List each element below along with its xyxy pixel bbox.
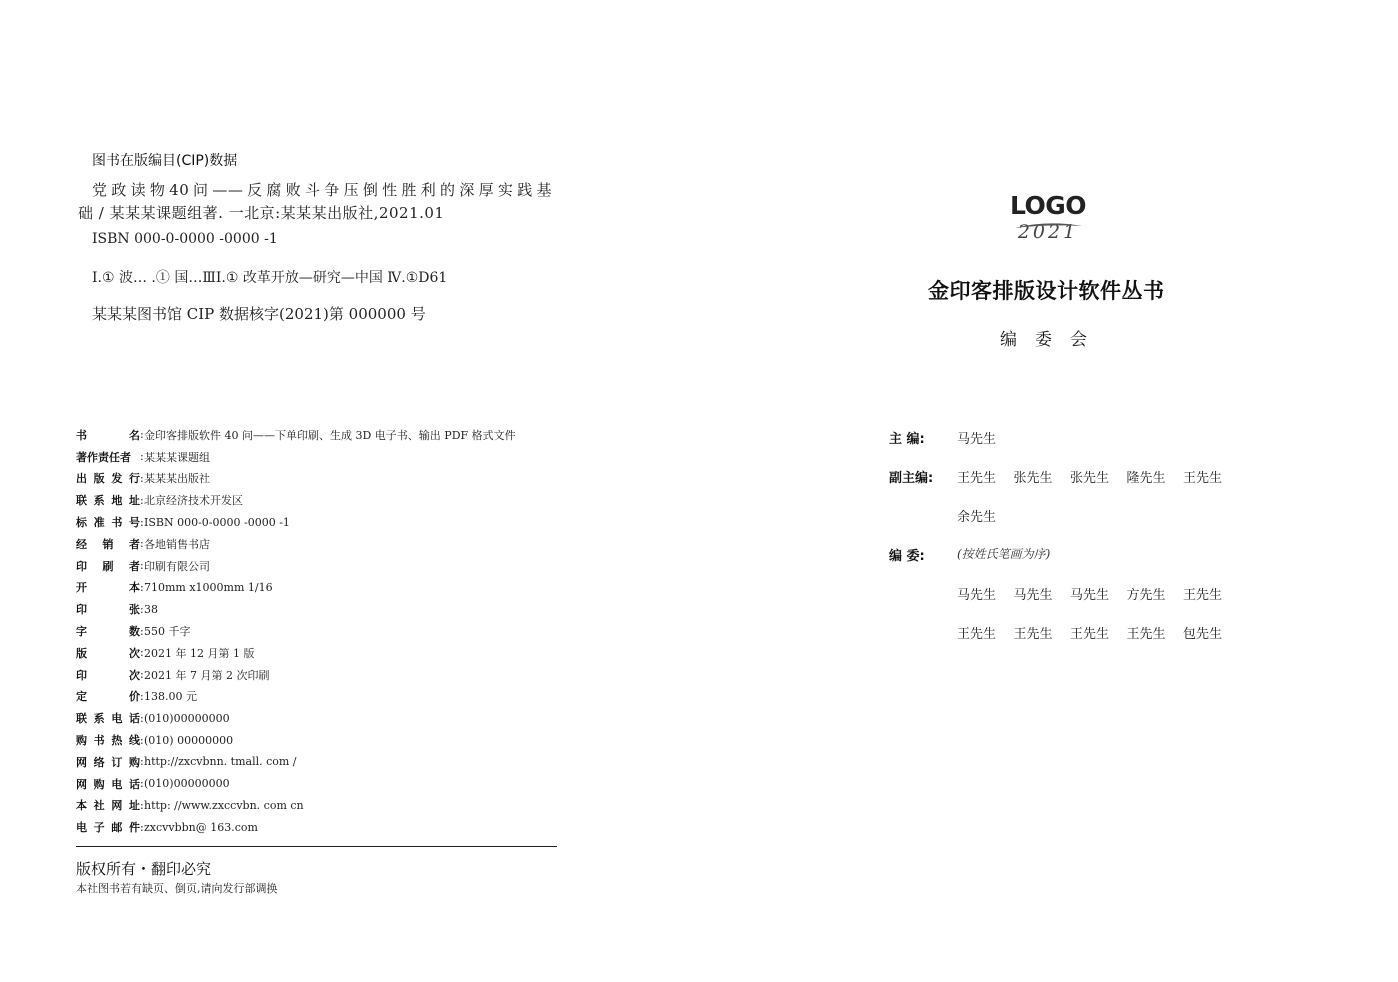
- colophon-row: [76, 468, 576, 490]
- colophon-key: [76, 427, 140, 443]
- chief-editor-label: 主 编:: [889, 432, 925, 447]
- colophon-key-char: 网: [111, 799, 123, 813]
- colophon-separator: :: [140, 471, 144, 485]
- colophon-key-char: 购: [128, 755, 140, 769]
- committee-member-name: 王先生: [1183, 471, 1223, 486]
- colophon-key-char: 经: [76, 537, 87, 551]
- colophon-key-char: 印: [76, 603, 87, 617]
- colophon-value: 某某某出版社: [144, 472, 210, 486]
- cip-line-1: 党政读物40问——反腐败斗争压倒性胜利的深厚实践基: [92, 181, 552, 199]
- deputy-editor-names-row-1: [957, 467, 1240, 486]
- committee-member-name: 隆先生: [1126, 471, 1166, 486]
- colophon-key: [76, 797, 140, 813]
- cip-classification: I.① 波… .① 国…ⅢI.① 改革开放—研究—中国 Ⅳ.①D61: [92, 270, 448, 286]
- committee-member-name: 张先生: [1013, 471, 1053, 486]
- colophon-key: [76, 710, 140, 726]
- colophon-key-char: 准: [93, 516, 105, 530]
- colophon-separator: :: [140, 755, 144, 769]
- colophon-row: [76, 620, 576, 642]
- rights-notice: 版权所有・翻印必究: [76, 860, 212, 878]
- colophon-table: [76, 424, 576, 838]
- colophon-separator: :: [140, 580, 144, 594]
- colophon-value: 550 千字: [144, 625, 191, 639]
- colophon-separator: :: [140, 515, 144, 529]
- committee-heading: 编委会: [1000, 330, 1105, 350]
- rights-note: 本社图书若有缺页、倒页,请向发行部调换: [76, 882, 278, 895]
- colophon-value: 金印客排版软件 40 问——下单印刷、生成 3D 电子书、输出 PDF 格式文件: [144, 428, 516, 442]
- colophon-value: (010)00000000: [144, 711, 230, 725]
- colophon-row: [76, 489, 576, 511]
- cip-book-description: [78, 179, 552, 225]
- colophon-separator: :: [140, 711, 144, 725]
- colophon-key-char: 张: [129, 603, 140, 617]
- colophon-separator: :: [140, 733, 144, 747]
- member-names-row-2: [957, 623, 1240, 642]
- colophon-key: [76, 667, 140, 683]
- colophon-separator: :: [140, 493, 144, 507]
- colophon-value: 2021 年 7 月第 2 次印刷: [144, 668, 270, 682]
- colophon-key-char: 次: [129, 646, 140, 660]
- committee-member-name: 马先生: [957, 588, 997, 603]
- colophon-row: [76, 511, 576, 533]
- committee-member-name: 包先生: [1183, 627, 1223, 642]
- colophon-key: [76, 819, 140, 835]
- series-title: 金印客排版设计软件丛书: [928, 278, 1165, 303]
- committee-member-name: 王先生: [957, 627, 997, 642]
- committee-member-name: 王先生: [1013, 627, 1053, 642]
- colophon-key-char: 系: [93, 494, 105, 508]
- committee-member-name: 方先生: [1126, 588, 1166, 603]
- colophon-key-char: 次: [129, 668, 140, 682]
- colophon-separator: :: [140, 668, 144, 682]
- colophon-separator: :: [140, 798, 144, 812]
- colophon-key-char: 出: [76, 472, 87, 486]
- colophon-value: 38: [144, 602, 158, 616]
- colophon-row: [76, 773, 576, 795]
- colophon-key-char: 著作责任者: [76, 450, 131, 464]
- colophon-key-char: 子: [93, 821, 105, 835]
- colophon-key-char: 电: [111, 777, 123, 791]
- colophon-row: [76, 795, 576, 817]
- colophon-row: [76, 424, 576, 446]
- committee-member-name: 马先生: [957, 432, 997, 447]
- colophon-row: [76, 446, 576, 468]
- colophon-key-char: 印: [76, 559, 87, 573]
- colophon-key-char: 本: [129, 581, 140, 595]
- colophon-key-char: 者: [129, 537, 140, 551]
- committee-member-name: 张先生: [1070, 471, 1110, 486]
- colophon-key-char: 刷: [102, 559, 114, 573]
- colophon-key: [76, 514, 140, 530]
- members-order-note: (按姓氏笔画为序): [957, 547, 1051, 561]
- colophon-separator: :: [140, 689, 144, 703]
- colophon-value: 138.00 元: [144, 690, 197, 704]
- colophon-key-char: 联: [76, 494, 87, 508]
- colophon-separator: :: [140, 624, 144, 638]
- committee-member-name: 王先生: [1070, 627, 1110, 642]
- colophon-key-char: 书: [76, 428, 87, 442]
- colophon-separator: :: [140, 777, 144, 791]
- cip-verification: 某某某图书馆 CIP 数据核字(2021)第 000000 号: [92, 305, 426, 323]
- members-label: 编 委:: [889, 549, 925, 564]
- publisher-logo: [1006, 192, 1090, 242]
- colophon-key-char: 话: [128, 777, 140, 791]
- colophon-key-char: 行: [128, 472, 140, 486]
- colophon-key-char: 开: [76, 581, 87, 595]
- colophon-value: 2021 年 12 月第 1 版: [144, 646, 255, 660]
- colophon-key-char: 者: [129, 559, 140, 573]
- logo-text: LOGO: [1009, 191, 1087, 220]
- colophon-row: [76, 642, 576, 664]
- colophon-separator: :: [140, 428, 144, 442]
- colophon-key: [76, 732, 140, 748]
- colophon-row: [76, 577, 576, 599]
- member-names-row-1: [957, 584, 1240, 603]
- colophon-separator: :: [140, 602, 144, 616]
- colophon-value: ISBN 000-0-0000 -0000 -1: [144, 515, 290, 529]
- colophon-key-char: 电: [76, 821, 87, 835]
- colophon-key: [76, 776, 140, 792]
- colophon-key: [76, 645, 140, 661]
- colophon-key-char: 数: [129, 625, 140, 639]
- colophon-key-char: 定: [76, 690, 87, 704]
- colophon-key-char: 订: [111, 755, 123, 769]
- colophon-row: [76, 686, 576, 708]
- committee-member-name: 马先生: [1070, 588, 1110, 603]
- logo-swoosh-icon: [1012, 221, 1084, 231]
- colophon-key-char: 邮: [111, 821, 123, 835]
- colophon-key-char: 联: [76, 712, 87, 726]
- colophon-key-char: 网: [76, 755, 87, 769]
- committee-member-name: 余先生: [957, 510, 997, 525]
- colophon-key: [76, 470, 140, 486]
- colophon-key-char: 书: [111, 516, 123, 530]
- colophon-value: (010) 00000000: [144, 733, 234, 747]
- colophon-key-char: 号: [128, 516, 140, 530]
- cip-isbn: ISBN 000-0-0000 -0000 -1: [92, 231, 278, 247]
- colophon-key-char: 件: [128, 821, 140, 835]
- colophon-key-char: 址: [128, 494, 140, 508]
- committee-member-name: 马先生: [1013, 588, 1053, 603]
- colophon-value: zxcvvbbn@ 163.com: [144, 820, 258, 834]
- colophon-key-char: 网: [76, 777, 87, 791]
- colophon-key: [76, 688, 140, 704]
- colophon-key: [76, 558, 140, 574]
- colophon-key-char: 书: [93, 734, 105, 748]
- colophon-key-char: 本: [76, 799, 87, 813]
- logo-year: 2021: [1017, 221, 1079, 243]
- colophon-row: [76, 664, 576, 686]
- colophon-key-char: 购: [93, 777, 105, 791]
- colophon-value: (010)00000000: [144, 777, 230, 791]
- colophon-key-char: 名: [129, 428, 140, 442]
- colophon-value: http: //www.zxccvbn. com cn: [144, 798, 304, 812]
- colophon-key-char: 价: [129, 690, 140, 704]
- colophon-key: [76, 623, 140, 639]
- colophon-row: [76, 707, 576, 729]
- colophon-key-char: 发: [111, 472, 123, 486]
- colophon-key-char: 标: [76, 516, 87, 530]
- colophon-key: [76, 449, 140, 465]
- colophon-separator: :: [140, 559, 144, 573]
- colophon-key-char: 热: [111, 734, 123, 748]
- colophon-key: [76, 579, 140, 595]
- colophon-row: [76, 598, 576, 620]
- colophon-key-char: 电: [111, 712, 123, 726]
- colophon-key-char: 版: [76, 646, 87, 660]
- colophon-key: [76, 754, 140, 770]
- colophon-row: [76, 555, 576, 577]
- colophon-row: [76, 751, 576, 773]
- committee-member-name: 王先生: [1126, 627, 1166, 642]
- colophon-value: 710mm x1000mm 1/16: [144, 580, 273, 594]
- colophon-row: [76, 816, 576, 838]
- colophon-key-char: 址: [128, 799, 140, 813]
- colophon-value: 印刷有限公司: [144, 559, 210, 573]
- colophon-key-char: 系: [93, 712, 105, 726]
- colophon-separator: :: [140, 537, 144, 551]
- colophon-value: 北京经济技术开发区: [144, 494, 243, 508]
- colophon-separator: :: [140, 646, 144, 660]
- deputy-editor-label: 副主编:: [889, 471, 934, 486]
- colophon-value: http://zxcvbnn. tmall. com /: [144, 755, 297, 769]
- colophon-key: [76, 601, 140, 617]
- colophon-key-char: 印: [76, 668, 87, 682]
- colophon-row: [76, 533, 576, 555]
- colophon-key-char: 线: [128, 734, 140, 748]
- colophon-separator: :: [140, 450, 144, 464]
- chief-editor-names: [957, 428, 1014, 447]
- colophon-key: [76, 536, 140, 552]
- committee-member-name: 王先生: [957, 471, 997, 486]
- colophon-key-char: 销: [102, 537, 114, 551]
- colophon-key-char: 购: [76, 734, 87, 748]
- colophon-key-char: 社: [93, 799, 105, 813]
- deputy-editor-names-row-2: [957, 506, 1014, 525]
- divider: [76, 846, 557, 847]
- colophon-key-char: 字: [76, 625, 87, 639]
- colophon-key-char: 话: [128, 712, 140, 726]
- committee-member-name: 王先生: [1183, 588, 1223, 603]
- colophon-value: 某某某课题组: [144, 450, 210, 464]
- colophon-key: [76, 492, 140, 508]
- colophon-value: 各地销售书店: [144, 537, 210, 551]
- colophon-row: [76, 729, 576, 751]
- colophon-separator: :: [140, 820, 144, 834]
- cip-title: 图书在版编目(CIP)数据: [92, 153, 238, 169]
- colophon-key-char: 版: [93, 472, 105, 486]
- colophon-key-char: 地: [111, 494, 123, 508]
- colophon-key-char: 络: [93, 755, 105, 769]
- cip-line-2: 础 / 某某某课题组著. 一北京:某某某出版社,2021.01: [78, 204, 445, 222]
